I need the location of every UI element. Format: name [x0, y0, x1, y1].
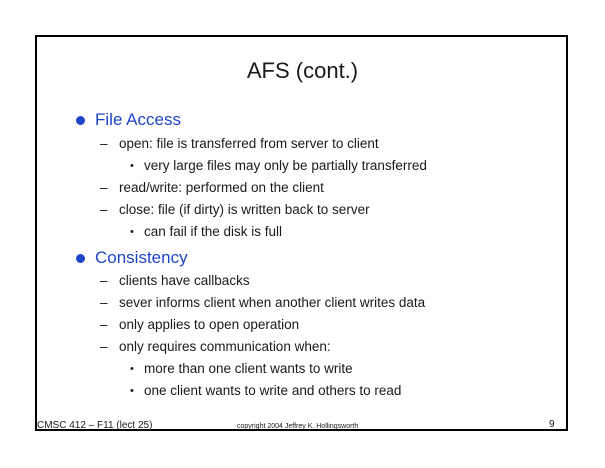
bullet-icon: • [130, 160, 134, 172]
dash-icon: – [100, 295, 108, 310]
list-item-open-operation: only applies to open operation [119, 317, 300, 332]
footer-copyright: copyright 2004 Jeffrey K. Hollingsworth [237, 423, 359, 430]
list-item-open: open: file is transferred from server to client [119, 136, 379, 151]
sub-item-disk-full: can fail if the disk is full [144, 224, 283, 239]
bullet-icon: • [130, 385, 134, 397]
dash-icon: – [100, 180, 108, 195]
sub-item-multiple-writers: more than one client wants to write [144, 361, 353, 376]
list-item-callbacks: clients have callbacks [119, 273, 250, 288]
bullet-icon: • [130, 363, 134, 375]
section-heading-consistency: Consistency [95, 248, 188, 267]
dash-icon: – [100, 136, 108, 151]
dash-icon: – [100, 273, 108, 288]
list-item-server-informs: sever informs client when another client writes data [119, 295, 426, 310]
slide-title: AFS (cont.) [246, 58, 359, 83]
page-number: 9 [549, 419, 555, 430]
footer-course-label: CMSC 412 – F11 (lect 25) [37, 420, 153, 431]
dash-icon: – [100, 317, 108, 332]
dash-icon: – [100, 202, 108, 217]
sub-item-writer-and-readers: one client wants to write and others to read [144, 383, 402, 398]
section-heading-file-access: File Access [95, 110, 181, 129]
list-item-close: close: file (if dirty) is written back to server [119, 202, 370, 217]
bullet-icon: • [130, 226, 134, 238]
sub-item-large-files: very large files may only be partially transferred [144, 158, 427, 173]
dash-icon: – [100, 339, 108, 354]
list-item-read-write: read/write: performed on the client [119, 180, 324, 195]
section-bullet-icon [76, 116, 85, 125]
list-item-requires-communication: only requires communication when: [119, 339, 331, 354]
section-bullet-icon [76, 254, 85, 263]
